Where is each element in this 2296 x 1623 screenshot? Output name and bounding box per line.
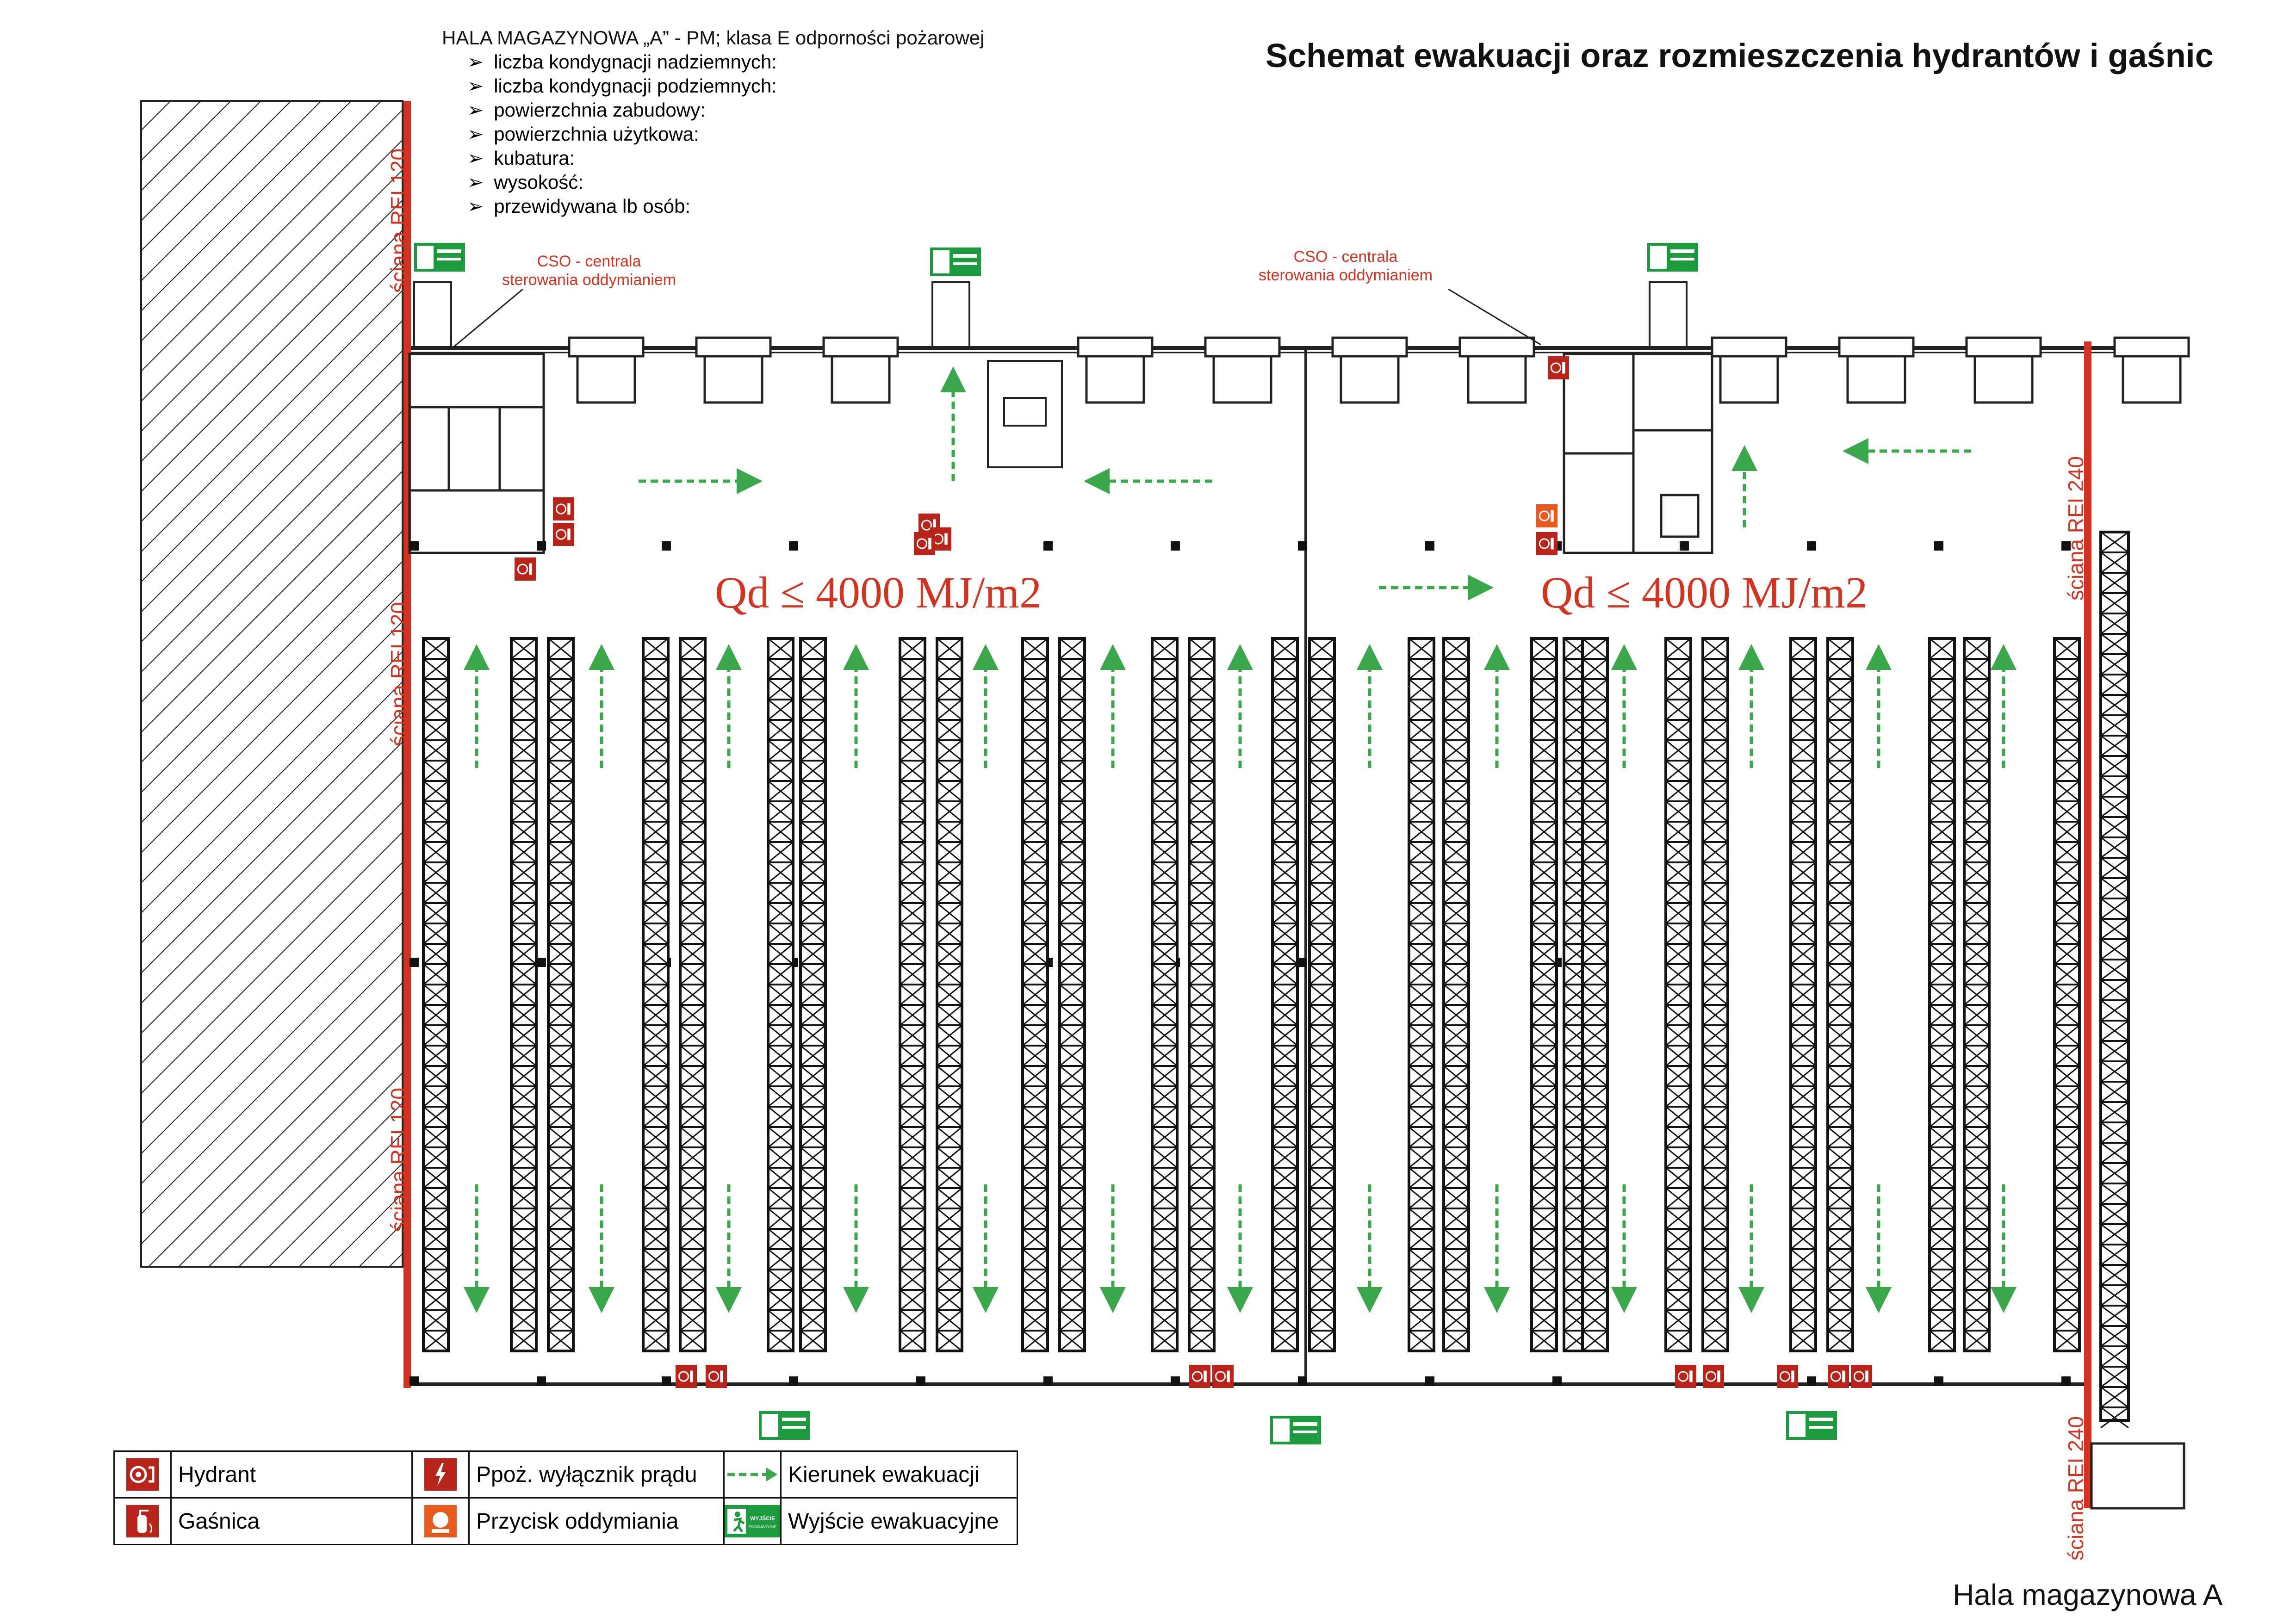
- column: [410, 1376, 419, 1386]
- column: [1807, 1376, 1816, 1386]
- sign-symbol: [1865, 1371, 1868, 1382]
- fire-equipment-sign: [553, 497, 574, 520]
- sign-symbol: [529, 564, 532, 575]
- fire-equipment-sign: [553, 523, 574, 546]
- exit-text-bar: [1809, 1418, 1833, 1421]
- emergency-exit-signs: [414, 243, 1837, 1444]
- dock-leveller: [1086, 356, 1144, 403]
- smoke-button-icon: [424, 1505, 457, 1537]
- hall-specs-list: [467, 50, 777, 218]
- wall-label-west-mid: ściana REI 120: [386, 602, 410, 746]
- fire-equipment-sign: [706, 1365, 727, 1388]
- column: [1043, 541, 1053, 551]
- legend-label: Wyjście ewakuacyjne: [781, 1498, 1018, 1545]
- column: [662, 541, 671, 551]
- storage-rack: [1272, 638, 1297, 1351]
- loading-dock: [1078, 338, 1152, 403]
- legend-row: [114, 1451, 1018, 1498]
- exit-door: [1273, 1419, 1290, 1442]
- column: [1171, 541, 1180, 551]
- storage-rack: [1309, 638, 1334, 1351]
- legend-icon-cell: [724, 1451, 781, 1498]
- column: [1425, 541, 1434, 551]
- exit-text-bar: [953, 254, 977, 258]
- dock-leveller: [1975, 356, 2032, 403]
- spec-item: ➢ liczba kondygnacji podziemnych:: [467, 74, 777, 98]
- exit-door: [933, 250, 949, 273]
- dock-door: [1839, 338, 1913, 356]
- sign-symbol: [567, 529, 570, 540]
- storage-rack: [1060, 638, 1085, 1351]
- loading-dock: [569, 338, 643, 403]
- exit-text-bar: [1809, 1426, 1833, 1429]
- spec-item: ➢ kubatura:: [467, 146, 777, 170]
- svg-text:WYJŚCIE: WYJŚCIE: [750, 1515, 776, 1522]
- dock-door: [1967, 338, 2041, 356]
- exit-text-bar: [437, 258, 461, 260]
- storage-rack: [800, 638, 825, 1351]
- loading-dock: [2115, 338, 2189, 403]
- fire-equipment-sign: [1212, 1365, 1234, 1388]
- sign-symbol: [1791, 1371, 1794, 1382]
- fire-equipment-sign: [1536, 504, 1558, 527]
- dock-leveller: [577, 356, 635, 403]
- storage-rack: [2054, 638, 2079, 1351]
- legend-label: Hydrant: [171, 1451, 412, 1498]
- storage-rack: [768, 638, 793, 1351]
- column: [537, 1376, 546, 1386]
- storage-rack: [1703, 638, 1728, 1351]
- dock-leveller: [832, 356, 889, 403]
- exit-door: [417, 246, 434, 269]
- storage-rack: [937, 638, 962, 1351]
- legend-label: Kierunek ewakuacji: [781, 1451, 1018, 1498]
- sign-symbol: [1551, 510, 1553, 522]
- legend-label: Ppoż. wyłącznik prądu: [469, 1451, 724, 1498]
- dock-leveller: [1468, 356, 1526, 403]
- evacuation-arrow-icon: [725, 1458, 780, 1491]
- storage-rack: [1409, 638, 1434, 1351]
- storage-rack: [548, 638, 573, 1351]
- sign-symbol: [1842, 1371, 1845, 1382]
- loading-dock: [1712, 338, 1786, 403]
- column: [1043, 1376, 1053, 1386]
- spec-item: ➢ powierzchnia użytkowa:: [467, 122, 777, 146]
- storage-rack: [1930, 638, 1955, 1351]
- storage-rack: [1152, 638, 1177, 1351]
- column: [1425, 1376, 1434, 1386]
- storage-rack: [1582, 638, 1607, 1351]
- exit-text-bar: [953, 262, 977, 265]
- dock-door: [1205, 338, 1279, 356]
- legend-icon-cell: [114, 1451, 171, 1498]
- loading-dock: [824, 338, 898, 403]
- emergency-exit-sign: [930, 248, 981, 276]
- sign-symbol: [690, 1371, 693, 1382]
- dock-door: [824, 338, 898, 356]
- fire-equipment-sign: [1851, 1365, 1872, 1388]
- fire-equipment-sign: [1828, 1365, 1849, 1388]
- fire-equipment-sign: [515, 558, 536, 581]
- dock-door: [696, 338, 770, 356]
- sign-symbol: [1717, 1371, 1720, 1382]
- loading-dock: [1839, 338, 1913, 403]
- exit-text-bar: [437, 249, 461, 253]
- loading-dock: [696, 338, 770, 403]
- wall-label-east-bottom: ściana REI 240: [2063, 1416, 2088, 1561]
- storage-rack: [1666, 638, 1691, 1351]
- spec-item: ➢ liczba kondygnacji nadziemnych:: [467, 50, 777, 74]
- emergency-exit-sign: [1786, 1411, 1837, 1440]
- spec-item: ➢ przewidywana lb osób:: [467, 194, 777, 218]
- exit-door: [1650, 246, 1667, 269]
- sign-symbol: [1551, 538, 1553, 550]
- spec-item: ➢ powierzchnia zabudowy:: [467, 98, 777, 122]
- sign-symbol: [1227, 1371, 1229, 1382]
- legend-row: [114, 1498, 1018, 1545]
- cso-label-line: CSO - centrala: [1293, 248, 1398, 266]
- dock-leveller: [1848, 356, 1905, 403]
- svg-text:EWAKUACYJNE: EWAKUACYJNE: [748, 1525, 777, 1529]
- exit-text-bar: [1293, 1431, 1317, 1433]
- power-switch-icon: [424, 1458, 457, 1491]
- exit-door: [762, 1414, 778, 1437]
- sign-symbol: [720, 1371, 723, 1382]
- column: [1552, 1376, 1562, 1386]
- storage-rack: [680, 638, 705, 1351]
- spec-item: ➢ wysokość:: [467, 170, 777, 194]
- exit-text-bar: [782, 1418, 806, 1421]
- legend-label: Przycisk oddymiania: [469, 1498, 724, 1545]
- sign-symbol: [1689, 1371, 1692, 1382]
- emergency-exit-sign: [1647, 243, 1698, 272]
- dock-door: [2115, 338, 2189, 356]
- meeting-room: [988, 361, 1062, 467]
- loading-dock: [1205, 338, 1279, 403]
- exit-text-bar: [1670, 258, 1694, 260]
- cso-label-left: [502, 252, 676, 289]
- storage-rack: [643, 638, 668, 1351]
- fire-load-right: Qd ≤ 4000 MJ/m2: [1541, 568, 1868, 617]
- storage-rack: [1964, 638, 1989, 1351]
- storage-rack: [1189, 638, 1214, 1351]
- office-block-east: [1564, 354, 1712, 553]
- loading-dock: [1967, 338, 2041, 403]
- column: [789, 541, 798, 551]
- exit-text-bar: [782, 1426, 806, 1429]
- storage-rack: [1532, 638, 1557, 1351]
- column: [537, 958, 546, 967]
- dock-door: [1460, 338, 1534, 356]
- dock-door: [569, 338, 643, 356]
- column: [1680, 541, 1689, 551]
- column: [1298, 541, 1307, 551]
- sign-symbol: [567, 503, 570, 515]
- column: [1298, 958, 1307, 967]
- legend-icon-cell: [724, 1498, 781, 1545]
- column: [1298, 1376, 1307, 1386]
- loading-dock: [1460, 338, 1534, 403]
- dock-leveller: [705, 356, 762, 403]
- emergency-exit-sign: [759, 1411, 810, 1440]
- exit-text-bar: [1293, 1422, 1317, 1426]
- emergency-exit-sign: [1270, 1416, 1321, 1444]
- wall-label-west-bottom: ściana REI 120: [386, 1088, 410, 1232]
- footer-caption: Hala magazynowa A: [1953, 1578, 2223, 1611]
- fire-load-left: Qd ≤ 4000 MJ/m2: [715, 568, 1042, 617]
- wall-label-west-top: ściana REI 120: [386, 149, 410, 293]
- legend: [113, 1450, 1018, 1545]
- legend-icon-cell: [412, 1498, 469, 1545]
- storage-rack: [511, 638, 536, 1351]
- fire-equipment-sign: [1189, 1365, 1210, 1388]
- exit-text-bar: [1670, 249, 1694, 253]
- column: [662, 1376, 671, 1386]
- hydrant-icon: [126, 1458, 159, 1491]
- adjacent-building: [141, 101, 403, 1267]
- dock-door: [1333, 338, 1407, 356]
- loading-dock: [1333, 338, 1407, 403]
- column: [2061, 1376, 2071, 1386]
- cso-label-line: sterowania oddymianiem: [502, 271, 676, 289]
- column: [789, 1376, 798, 1386]
- dock-leveller: [1341, 356, 1398, 403]
- office-block-west: [410, 354, 544, 553]
- south-east-annex: [2091, 1443, 2184, 1508]
- fire-equipment-sign: [1548, 356, 1569, 379]
- storage-rack: [1828, 638, 1853, 1351]
- cso-label-line: sterowania oddymianiem: [1259, 266, 1433, 284]
- column: [1934, 1376, 1943, 1386]
- dock-leveller: [1214, 356, 1271, 403]
- cso-label-right: [1259, 248, 1433, 285]
- storage-rack: [2101, 532, 2128, 1428]
- dock-leveller: [1720, 356, 1778, 403]
- fire-equipment-sign: [676, 1365, 697, 1388]
- storage-rack: [423, 638, 448, 1351]
- column: [916, 1376, 925, 1386]
- wall-label-east-top: ściana REI 240: [2063, 456, 2088, 601]
- column: [410, 541, 419, 551]
- legend-icon-cell: [114, 1498, 171, 1545]
- storage-rack: [1791, 638, 1816, 1351]
- storage-racks: [423, 532, 2128, 1428]
- dock-door: [1712, 338, 1786, 356]
- storage-rack: [1444, 638, 1469, 1351]
- sign-symbol: [1562, 362, 1565, 374]
- dock-leveller: [2123, 356, 2180, 403]
- extinguisher-icon: [126, 1505, 159, 1537]
- emergency-exit-sign: [414, 243, 465, 272]
- column: [1807, 541, 1816, 551]
- page-title: Schemat ewakuacji oraz rozmieszczenia hydrantów i gaśnic: [1266, 37, 2214, 74]
- fire-equipment-sign: [1536, 532, 1558, 555]
- exit-door: [1789, 1414, 1806, 1437]
- storage-rack: [900, 638, 925, 1351]
- sign-symbol: [1204, 1371, 1206, 1382]
- emergency-exit-icon: [725, 1505, 780, 1537]
- fire-equipment-sign: [1777, 1365, 1798, 1388]
- column: [1171, 1376, 1180, 1386]
- fire-equipment-sign: [914, 532, 935, 555]
- fire-equipment-sign: [1675, 1365, 1696, 1388]
- column: [537, 541, 546, 551]
- legend-label: Gaśnica: [171, 1498, 412, 1545]
- fire-equipment-sign: [1703, 1365, 1724, 1388]
- hall-heading: HALA MAGAZYNOWA „A” - PM; klasa E odporności pożarowej: [442, 27, 985, 49]
- legend-icon-cell: [412, 1451, 469, 1498]
- storage-rack: [1023, 638, 1048, 1351]
- sign-symbol: [928, 538, 931, 550]
- cso-label-line: CSO - centrala: [537, 253, 641, 270]
- dock-door: [1078, 338, 1152, 356]
- column: [1934, 541, 1943, 551]
- column: [410, 958, 419, 967]
- sign-symbol: [944, 533, 947, 545]
